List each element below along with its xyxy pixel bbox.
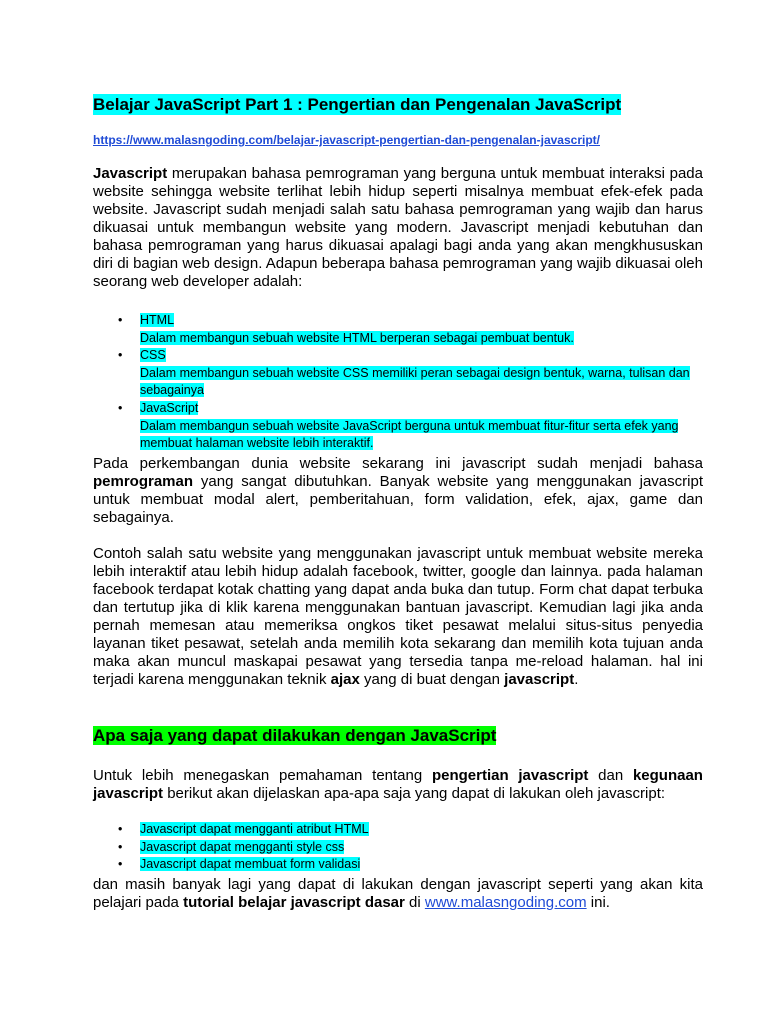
bullet-icon: • <box>118 839 123 854</box>
capability-list <box>93 821 703 874</box>
intro-paragraph: Javascript merupakan bahasa pemrograman yang berguna untuk membuat interaksi pada website sehingga website terlihat lebih hidup seperti misalnya membuat efek-efek pada website. Javascript sudah menjadi salah satu bahasa pemrograman yang wajib dan harus dikuasai untuk membangun website yang modern. Javascript menjadi kebutuhan dan bahasa pemrograman yang harus dikuasai apalagi bagi anda yang akan mengkhususkan diri di bagian web design. Adapun beberapa bahasa pemrograman yang wajib dikuasai oleh seorang web developer adalah: <box>93 165 703 290</box>
paragraph-2: Pada perkembangan dunia website sekarang ini javascript sudah menjadi bahasa pemrograman yang sangat dibutuhkan. Banyak website yang menggunakan javascript untuk membuat modal alert, pemberitahuan, form validation, efek, ajax, game dan sebagainya. <box>93 455 703 526</box>
source-url-link[interactable]: https://www.malasngoding.com/belajar-javascript-pengertian-dan-pengenalan-javascript/ <box>93 133 600 147</box>
paragraph-4: Untuk lebih menegaskan pemahaman tentang pengertian javascript dan kegunaan javascript berikut akan dijelaskan apa-apa saja yang dapat di lakukan oleh javascript: <box>93 767 703 802</box>
bullet-icon: • <box>118 313 123 327</box>
list-item: • Javascript dapat mengganti atribut HTML <box>93 821 703 839</box>
bullet-icon: • <box>118 348 123 363</box>
bullet-icon: • <box>118 400 123 415</box>
list-item: • JavaScript Dalam membangun sebuah website JavaScript berguna untuk membuat fitur-fitur serta efek yang membuat halaman website lebih interaktif. <box>118 400 679 451</box>
paragraph-3: Contoh salah satu website yang menggunakan javascript untuk membuat website mereka lebih interaktif atau lebih hidup adalah facebook, twitter, google dan lainnya. pada halaman facebook terdapat kotak chatting yang dapat anda buka dan tutup. Form chat dapat terbuka dan tertutup jika di klik karena menggunakan bantuan javascript. Kemudian lagi jika anda pernah memesan atau memeriksa ongkos tiket pesawat melalui situs-situs penyedia layanan tiket pesawat, setelah anda memilih kota sekarang dan memilih kota tujuan anda maka akan muncul maskapai pesawat yang tersedia tanpa me-reload halaman. hal ini terjadi karena menggunakan teknik ajax yang di buat dengan javascript. <box>93 545 703 688</box>
list-item: • Javascript dapat membuat form validasi <box>93 856 703 874</box>
list-item: • Javascript dapat mengganti style css <box>93 839 703 857</box>
paragraph-5: dan masih banyak lagi yang dapat di lakukan dengan javascript seperti yang akan kita pelajari pada tutorial belajar javascript dasar di www.malasngoding.com ini. <box>93 876 703 911</box>
language-list <box>93 312 703 453</box>
list-item: • HTML Dalam membangun sebuah website HTML berperan sebagai pembuat bentuk. <box>118 313 574 345</box>
site-link[interactable]: www.malasngoding.com <box>424 894 587 911</box>
list-item: • CSS Dalam membangun sebuah website CSS memiliki peran sebagai design bentuk, warna, tulisan dan sebagainya <box>118 348 690 398</box>
bullet-icon: • <box>118 857 123 872</box>
section-heading: Apa saja yang dapat dilakukan dengan JavaScript <box>93 726 497 745</box>
page-title: Belajar JavaScript Part 1 : Pengertian dan Pengenalan JavaScript <box>93 95 622 114</box>
bullet-icon: • <box>118 822 123 836</box>
